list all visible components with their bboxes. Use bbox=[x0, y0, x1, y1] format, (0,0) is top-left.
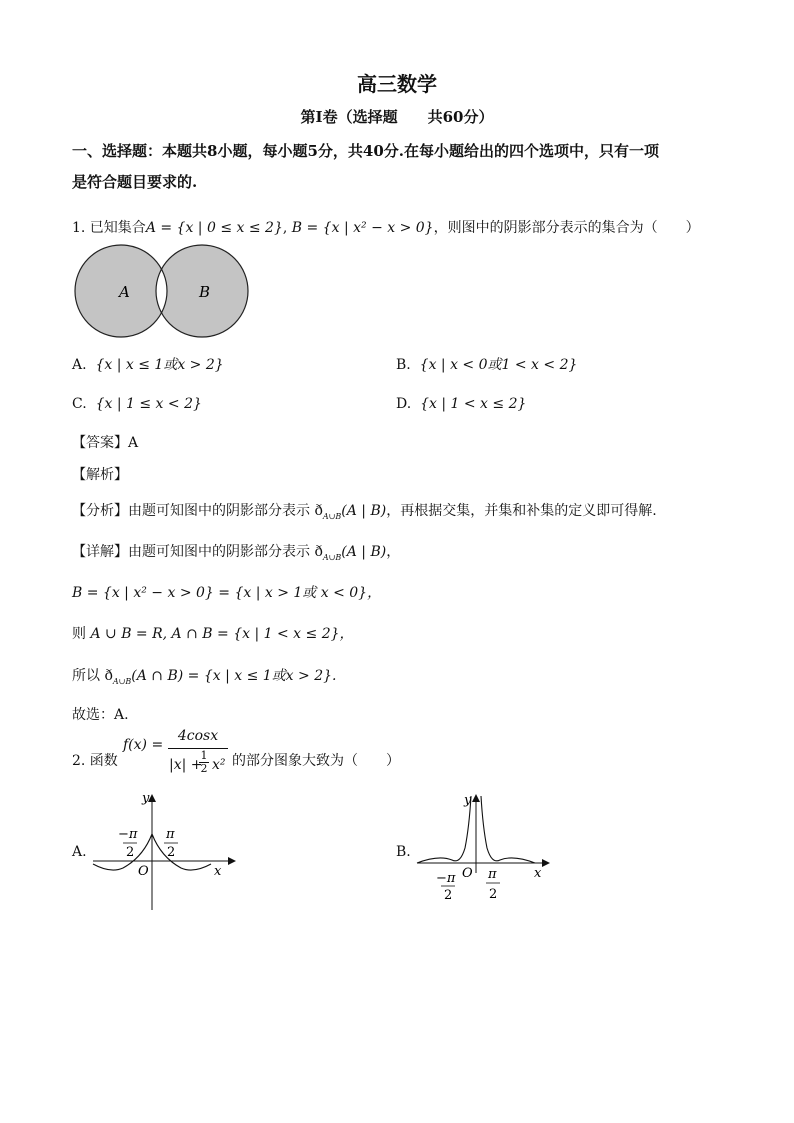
section-subtitle: 第Ⅰ卷（选择题 共60分） bbox=[300, 108, 494, 126]
venn-label-a: A bbox=[119, 283, 130, 301]
curve-b-right bbox=[481, 796, 535, 863]
option-b bbox=[396, 354, 577, 374]
option-a-label: A. bbox=[72, 357, 87, 373]
graph-option-a bbox=[90, 788, 240, 913]
axis-x-label-b: x bbox=[534, 866, 542, 881]
question-1-prefix: 1. 已知集合 bbox=[72, 220, 146, 236]
option-d-label: D. bbox=[396, 396, 412, 412]
option-d bbox=[396, 396, 526, 412]
graph-option-b bbox=[414, 788, 554, 903]
page-title: 高三数学 bbox=[357, 72, 437, 96]
analysis-heading: 【解析】 bbox=[72, 467, 128, 483]
conclusion: 故选：A. bbox=[72, 707, 129, 723]
origin-label-b: O bbox=[462, 866, 473, 881]
option-c-text: {x | 1 ≤ x < 2} bbox=[95, 396, 202, 412]
tick-neg-pi-den: 2 bbox=[126, 845, 135, 860]
tick-neg-pi: −π bbox=[118, 827, 138, 842]
tick-pi-den-b: 2 bbox=[489, 887, 498, 902]
tick-pi-b: π bbox=[488, 867, 497, 882]
analysis-summary: 【分析】由题可知图中的阴影部分表示 $ð_{A\cup B}(A$ | B)，再根据交集，并集和补集的定义即可得解. bbox=[72, 503, 657, 521]
curve-b-left bbox=[417, 796, 471, 863]
set-separator: , bbox=[282, 220, 292, 236]
fraction-denominator: |x| + bbox=[169, 757, 203, 773]
option-b-text: {x | x < 0或1 < x < 2} bbox=[419, 357, 578, 373]
question-1-stem bbox=[72, 217, 700, 237]
solution-step-1: B = {x | x² − x > 0} = {x | x > 1或 x < 0}， bbox=[72, 585, 382, 601]
option-c bbox=[72, 396, 202, 412]
detailed-solution: 【详解】由题可知图中的阴影部分表示 $ð_{A\cup B}(A$ | B)， bbox=[72, 544, 401, 562]
tick-pi: π bbox=[166, 827, 175, 842]
origin-label: O bbox=[138, 864, 149, 879]
venn-diagram bbox=[70, 240, 255, 342]
question-2-suffix: 的部分图象大致为（ ） bbox=[232, 753, 400, 769]
option-a-text: {x | x ≤ 1或x > 2} bbox=[95, 357, 224, 373]
fraction-denominator-x2: x² bbox=[212, 757, 226, 773]
tick-pi-den: 2 bbox=[167, 845, 176, 860]
fraction-bar bbox=[168, 748, 228, 749]
tick-neg-pi-b: −π bbox=[436, 871, 456, 886]
section-instructions-line1: 一、选择题：本题共8小题，每小题5分，共40分.在每小题给出的四个选项中，只有一项 bbox=[72, 142, 659, 160]
answer: 【答案】A bbox=[72, 435, 139, 451]
set-a-definition: A = {x | 0 ≤ x ≤ 2} bbox=[145, 220, 283, 236]
tick-neg-pi-den-b: 2 bbox=[444, 888, 453, 903]
axis-x-label: x bbox=[214, 864, 222, 879]
solution-step-3: 所以 $ð_{A\cup B}(A$ ∩ B) = {x | x ≤ 1或x > 2}. bbox=[72, 668, 337, 686]
question-2-prefix: 2. 函数 bbox=[72, 753, 118, 769]
option-c-label: C. bbox=[72, 396, 87, 412]
question-1-suffix: ，则图中的阴影部分表示的集合为（ ） bbox=[433, 220, 700, 236]
option-a bbox=[72, 354, 224, 374]
fraction-numerator: 4cosx bbox=[177, 728, 219, 744]
venn-label-b: B bbox=[199, 283, 211, 301]
graph-b-label: B. bbox=[396, 844, 411, 860]
section-instructions-line2: 是符合题目要求的. bbox=[72, 173, 198, 191]
option-d-text: {x | 1 < x ≤ 2} bbox=[420, 396, 527, 412]
graph-a-label: A. bbox=[72, 844, 87, 860]
axis-y-label-b: y bbox=[464, 793, 472, 808]
half-fraction: 1 2 bbox=[200, 749, 208, 775]
set-b-definition: B = {x | x² − x > 0} bbox=[291, 220, 434, 236]
solution-step-2: 则 A ∪ B = R, A ∩ B = {x | 1 < x ≤ 2}， bbox=[72, 626, 354, 642]
axis-y-label: y bbox=[142, 791, 150, 806]
function-lhs: f(x) = bbox=[123, 737, 164, 753]
option-b-label: B. bbox=[396, 357, 411, 373]
